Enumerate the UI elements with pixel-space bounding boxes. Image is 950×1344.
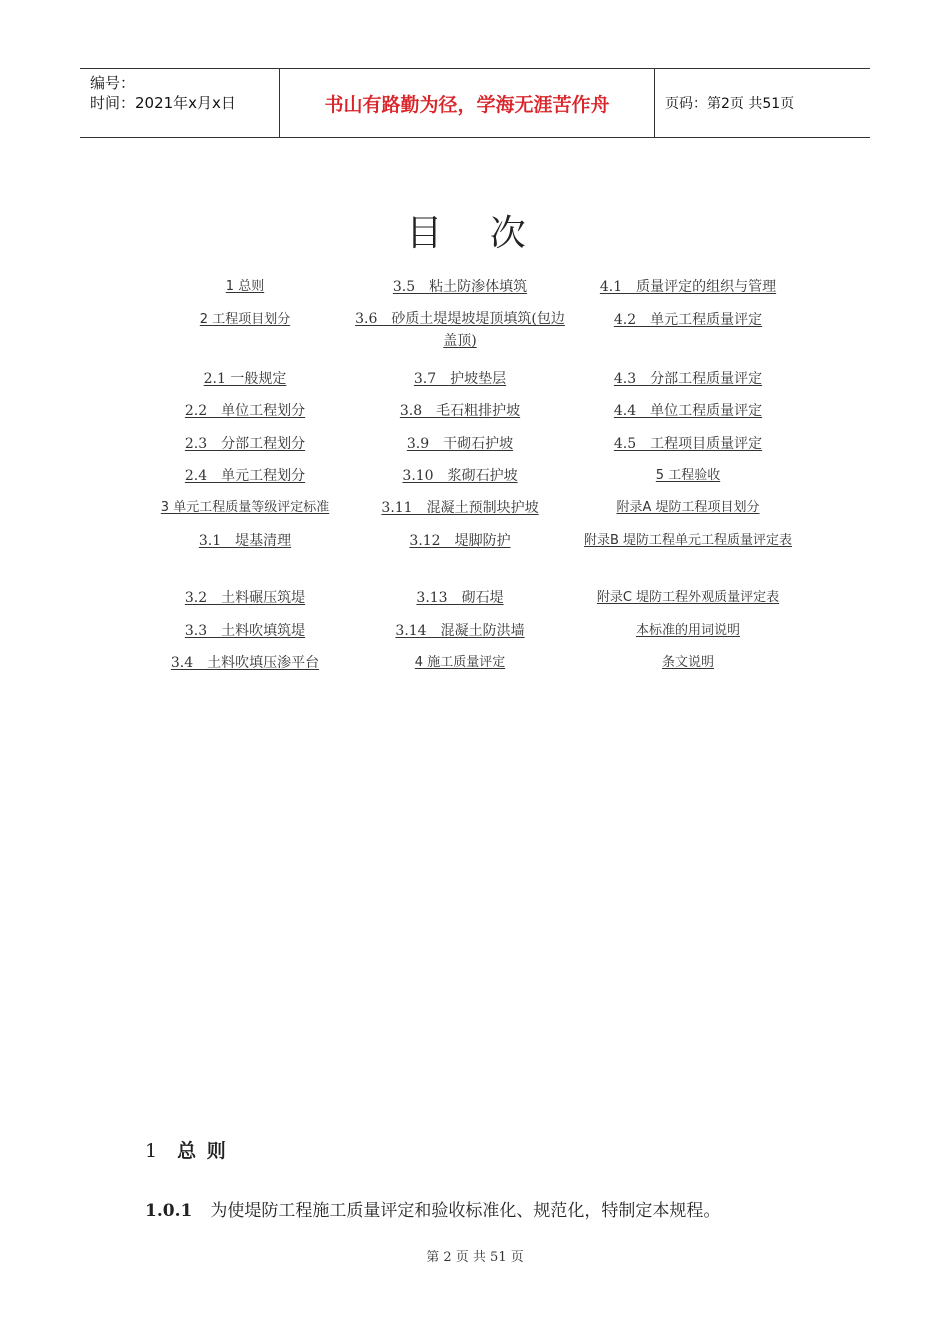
time-label: 时间：2021年x月x日 <box>90 94 236 112</box>
header-motto: 书山有路勤为径，学海无涯苦作舟 <box>280 69 655 137</box>
toc-link[interactable]: 4.5 工程项目质量评定 <box>613 436 763 452</box>
section-heading <box>145 1136 228 1163</box>
toc-link[interactable]: 3.4 土料吹填压渗平台 <box>170 655 320 671</box>
toc-link[interactable]: 3.12 堤脚防护 <box>409 533 511 549</box>
toc-link[interactable]: 3.3 土料吹填筑堤 <box>184 623 306 639</box>
toc-link[interactable]: 条文说明 <box>661 655 714 670</box>
toc-link[interactable]: 2 工程项目划分 <box>199 312 291 327</box>
header-page-info: 页码：第2页 共51页 <box>665 96 795 112</box>
clause-1-0-1 <box>145 1196 720 1221</box>
toc-link[interactable]: 3.13 砌石堤 <box>416 590 504 606</box>
toc-link[interactable]: 3.10 浆砌石护坡 <box>402 468 518 484</box>
page-header <box>80 68 870 138</box>
toc-link[interactable]: 4.4 单位工程质量评定 <box>613 403 763 419</box>
toc-link[interactable]: 3.7 护坡垫层 <box>413 371 507 387</box>
toc-link[interactable]: 5 工程验收 <box>655 468 721 483</box>
clause-number: 1.0.1 <box>145 1201 193 1221</box>
toc-link[interactable]: 2.4 单元工程划分 <box>184 468 306 484</box>
page-footer: 第 2 页 共 51 页 <box>426 1250 524 1265</box>
toc-link[interactable]: 3.14 混凝土防洪墙 <box>395 623 525 639</box>
header-meta <box>80 69 280 137</box>
toc-title: 目 次 <box>406 213 544 254</box>
toc-link[interactable]: 3.11 混凝土预制块护坡 <box>381 500 539 516</box>
toc-link[interactable]: 3.8 毛石粗排护坡 <box>399 403 521 419</box>
section-number: 1 <box>145 1140 160 1162</box>
toc-link[interactable]: 3 单元工程质量等级评定标准 <box>160 500 330 515</box>
toc-link[interactable]: 2.2 单位工程划分 <box>184 403 306 419</box>
toc-link[interactable]: 3.2 土料碾压筑堤 <box>184 590 306 606</box>
number-label: 编号： <box>90 74 136 92</box>
toc-link[interactable]: 3.1 堤基清理 <box>198 533 292 549</box>
toc-link[interactable]: 3.5 粘土防渗体填筑 <box>392 279 528 295</box>
toc-link[interactable]: 2.3 分部工程划分 <box>184 436 306 452</box>
toc-link[interactable]: 附录C 堤防工程外观质量评定表 <box>596 590 780 605</box>
toc-link[interactable]: 附录B 堤防工程单元工程质量评定表 <box>583 533 793 548</box>
toc-link[interactable]: 本标准的用词说明 <box>635 623 740 638</box>
clause-text: 为使堤防工程施工质量评定和验收标准化、规范化，特制定本规程。 <box>210 1201 721 1221</box>
toc-link[interactable]: 4.2 单元工程质量评定 <box>613 312 763 328</box>
toc-link[interactable]: 3.9 干砌石护坡 <box>406 436 514 452</box>
toc-link[interactable]: 4 施工质量评定 <box>414 655 506 670</box>
toc-link[interactable]: 附录A 堤防工程项目划分 <box>616 500 760 515</box>
toc-link[interactable]: 4.1 质量评定的组织与管理 <box>599 279 777 295</box>
toc-link[interactable]: 3.6 砂质土堤堤坡堤顶填筑(包边盖顶) <box>355 311 565 349</box>
toc-link[interactable]: 4.3 分部工程质量评定 <box>613 371 763 387</box>
toc-link[interactable]: 1 总则 <box>225 279 265 294</box>
toc-link[interactable]: 2.1 一般规定 <box>203 371 287 387</box>
section-title: 总 则 <box>177 1140 228 1162</box>
